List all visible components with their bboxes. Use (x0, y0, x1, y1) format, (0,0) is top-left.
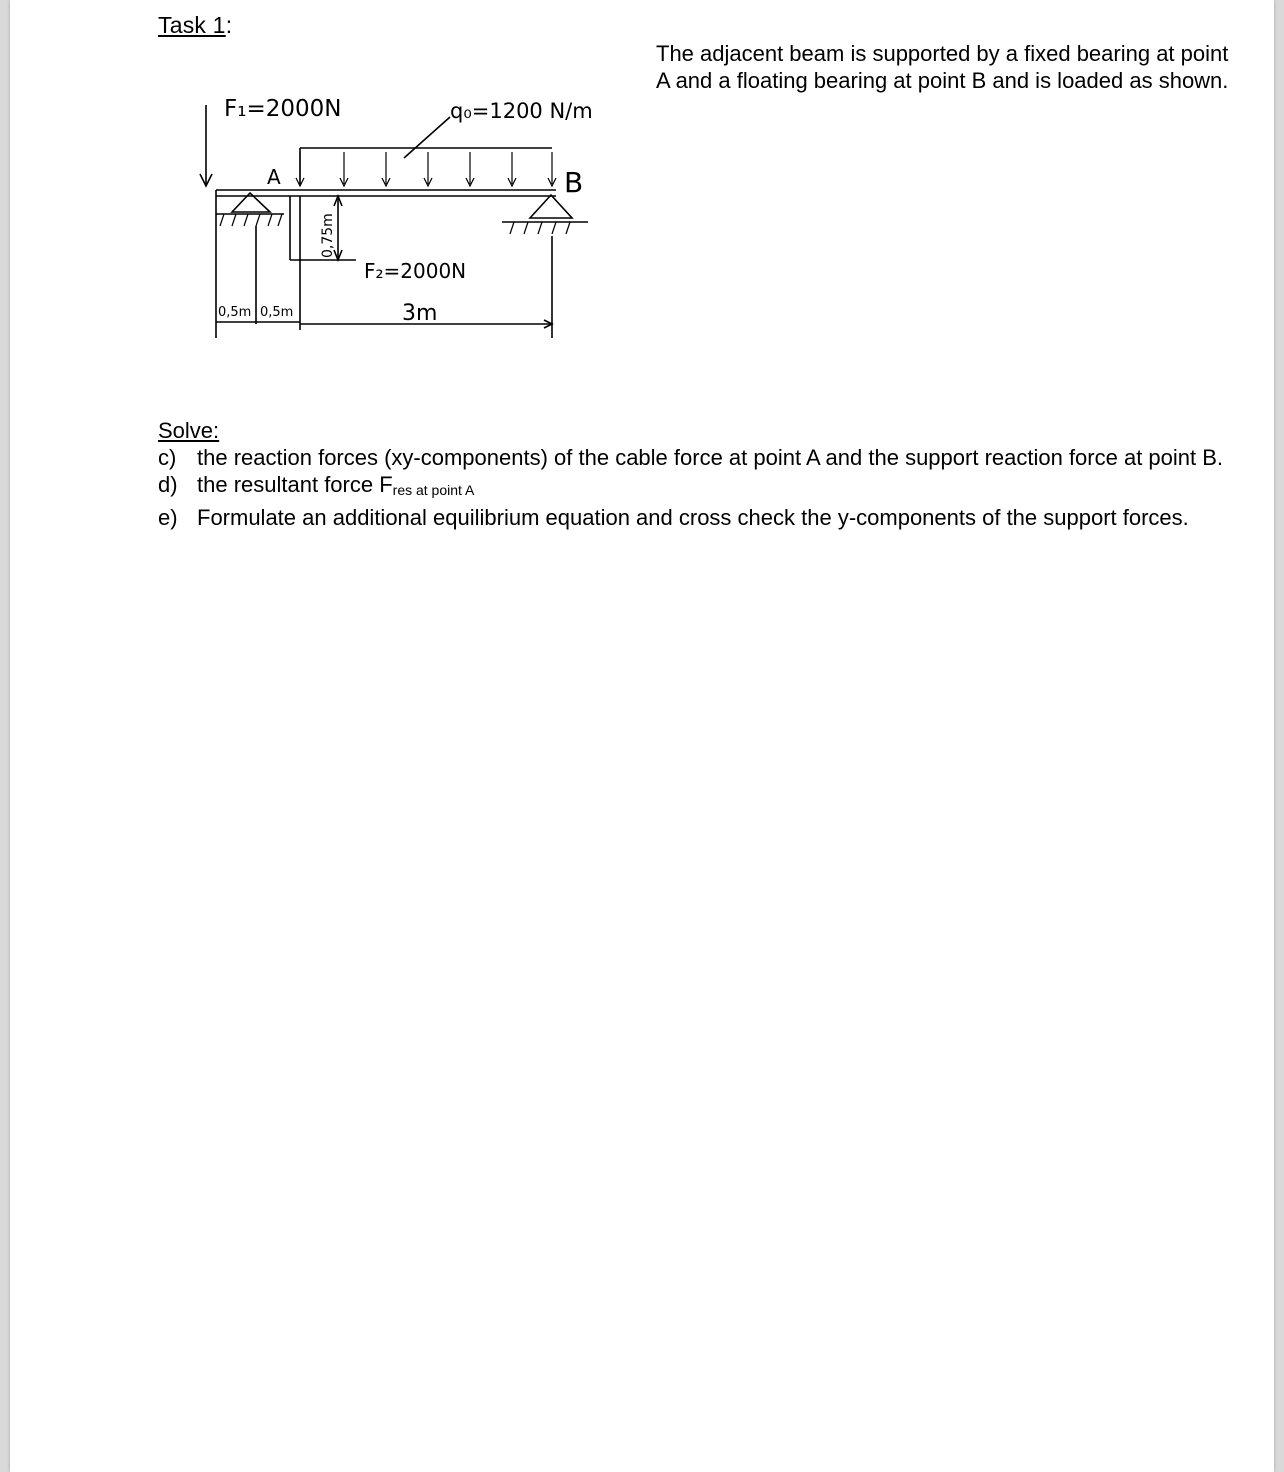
question-d-text: the resultant force F (197, 472, 393, 497)
document-page (10, 0, 1274, 1472)
load-arrows (296, 152, 556, 186)
f1-label: F₁=2000N (224, 96, 342, 122)
support-a-hatch (220, 214, 282, 226)
span-label: 3m (402, 301, 438, 326)
beam-sketch (180, 80, 620, 350)
point-b-label: B (564, 166, 584, 199)
question-c (158, 444, 1228, 471)
dim2-label: 0,5m (260, 305, 294, 320)
task-title (158, 12, 232, 39)
beam-figure (180, 80, 620, 350)
f2-label: F₂=2000N (364, 259, 467, 283)
task-title-colon: : (225, 12, 233, 38)
question-e-marker: e) (158, 505, 178, 530)
question-e (158, 504, 1228, 531)
support-b-hatch (510, 222, 570, 234)
question-d-marker: d) (158, 472, 178, 497)
question-d-subscript: res at point A (392, 482, 475, 498)
task-title-text: Task 1 (158, 12, 226, 38)
question-e-text: Formulate an additional equilibrium equation and cross check the y-components of the support forces. (197, 505, 1189, 530)
solve-heading: Solve: (158, 418, 220, 443)
question-d-body (197, 471, 1228, 504)
question-c-text: the reaction forces (xy-components) of the cable force at point A and the support reaction force at point B. (197, 445, 1224, 470)
height-label: 0,75m (320, 213, 336, 258)
question-d (158, 471, 1228, 504)
question-c-marker: c) (158, 445, 177, 470)
solve-section (158, 417, 1228, 531)
point-a-label: A (267, 165, 281, 189)
q-label: q₀=1200 N/m (450, 99, 593, 123)
intro-paragraph: The adjacent beam is supported by a fixed bearing at point A and a floating bearing at point B and is loaded as shown. (656, 41, 1229, 93)
dim1-label: 0,5m (218, 305, 252, 320)
q-leader-line (404, 117, 450, 158)
